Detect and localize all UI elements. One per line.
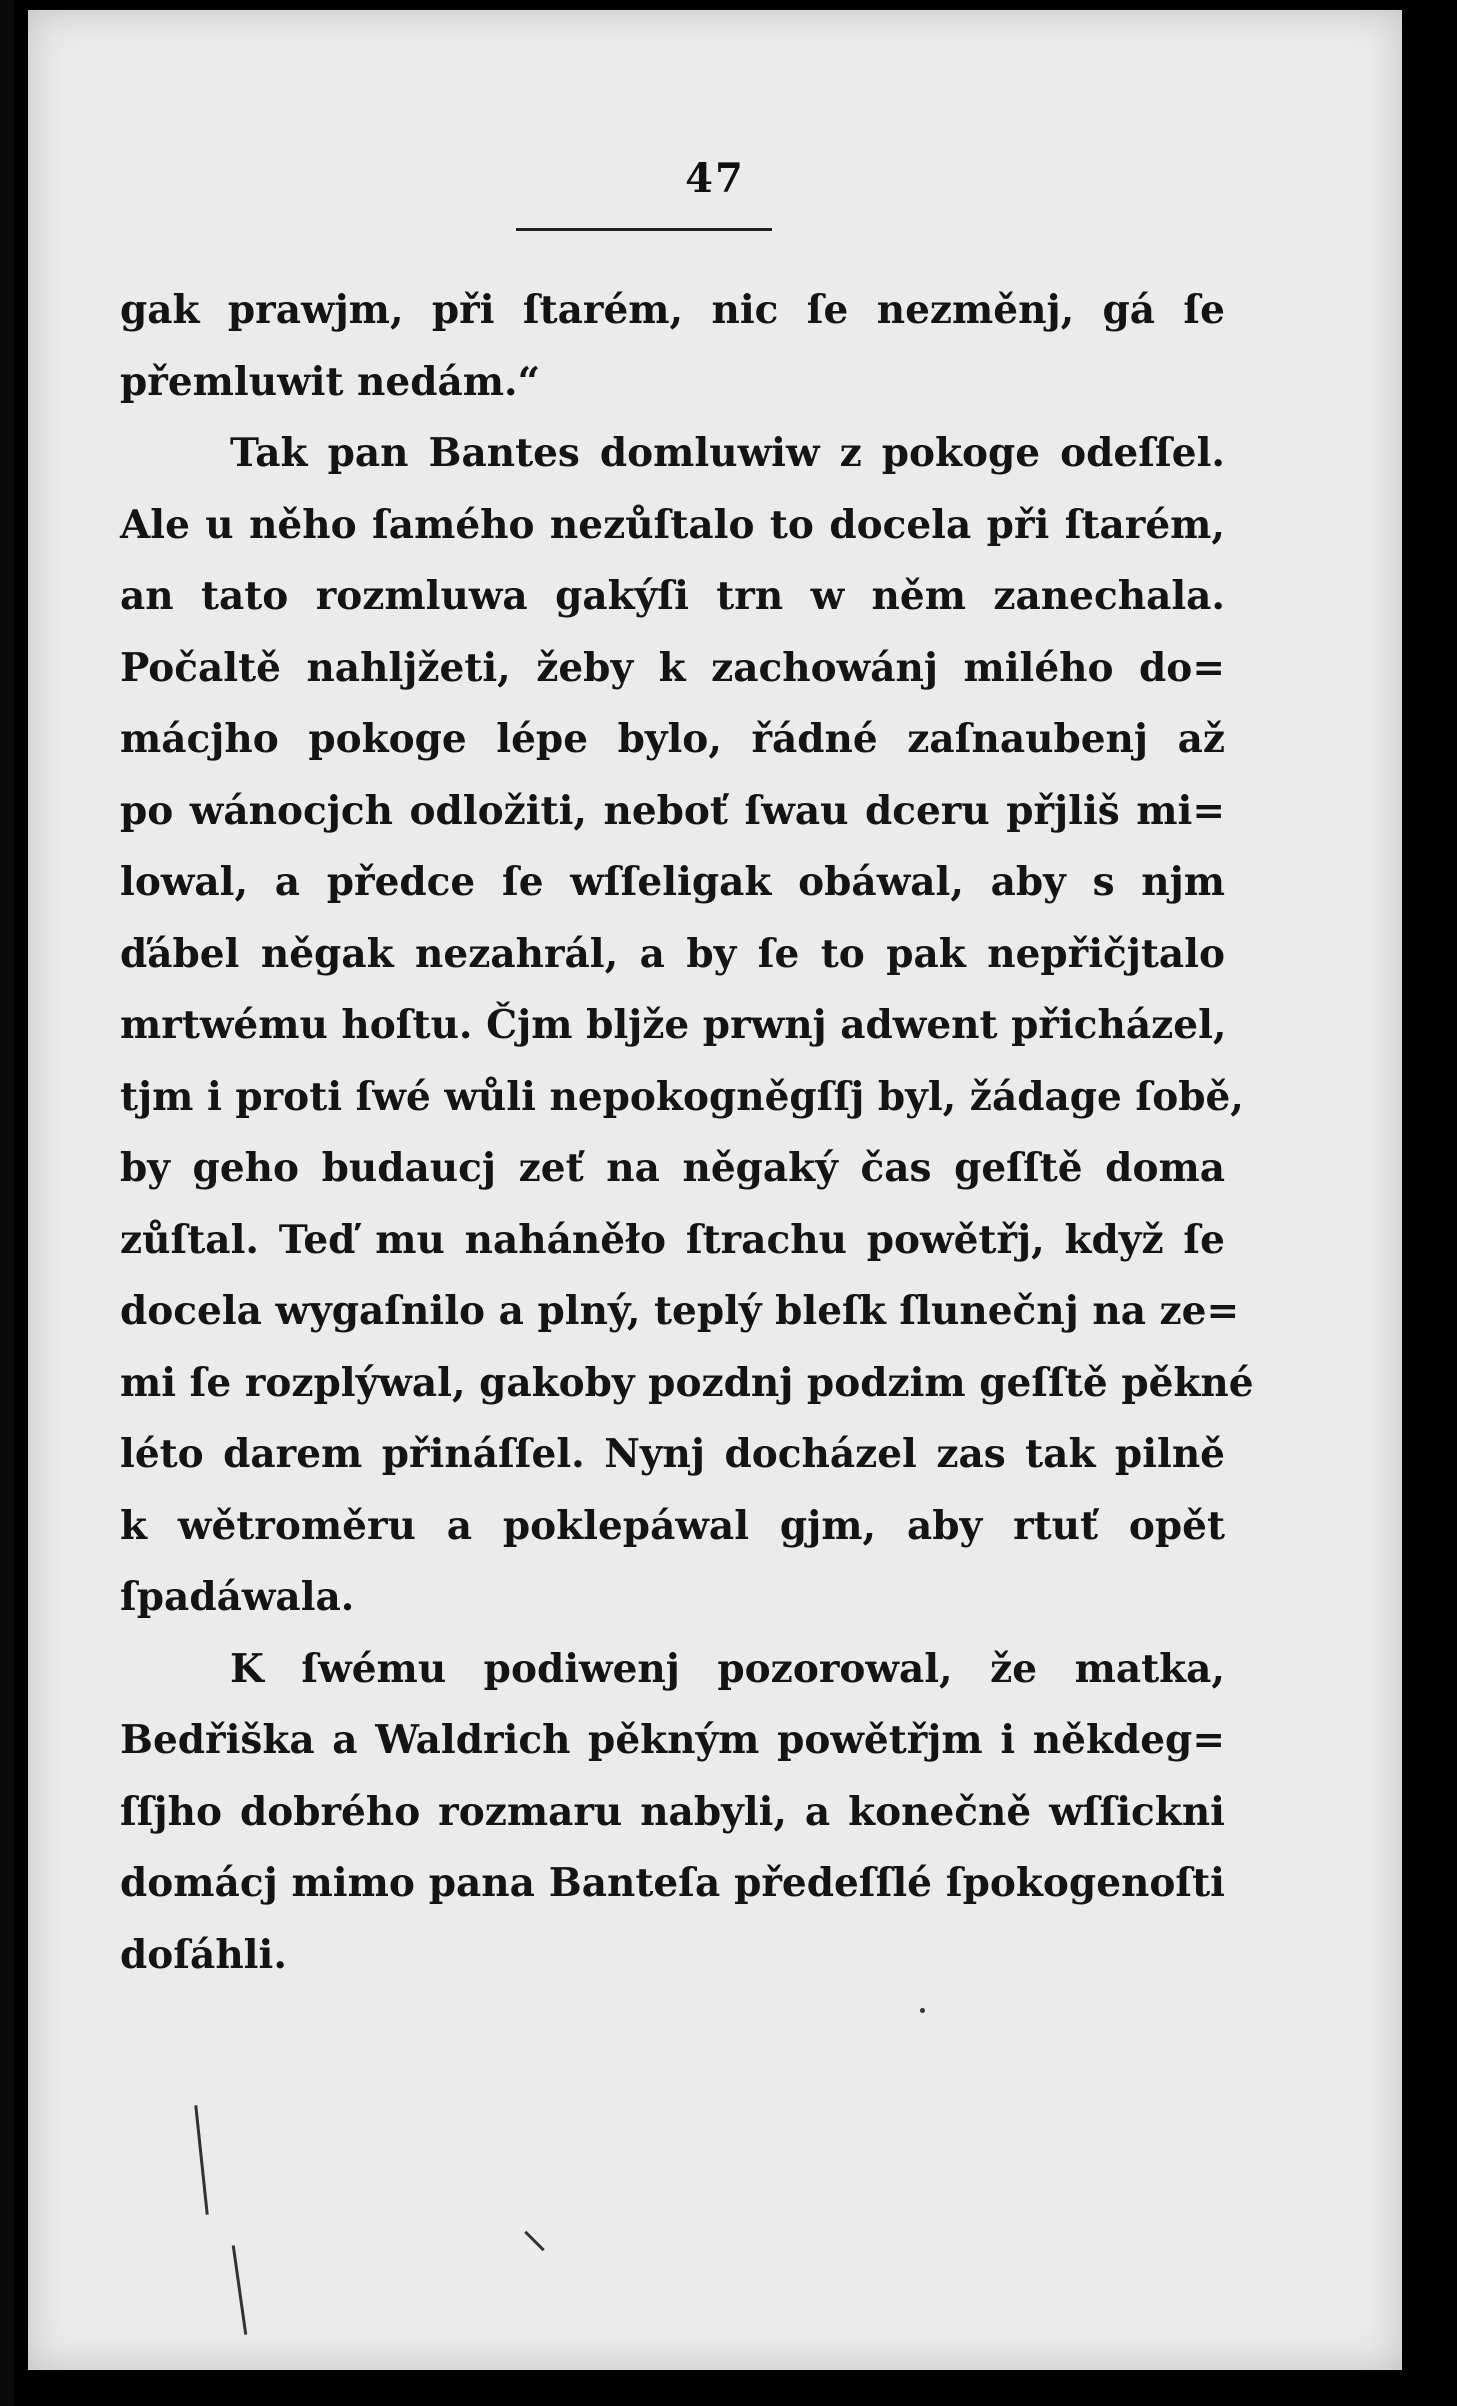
text-line: léto darem přináſſel. Nynj docházel zas tak pilně [120, 1431, 1225, 1477]
text-line: docela wygaſnilo a plný, teplý bleſk ſlunečnj na ze= [120, 1288, 1240, 1334]
text-line: mi ſe rozplýwal, gakoby pozdnj podzim geſſtě pěkné [120, 1359, 1254, 1406]
text-line: zůſtal. Teď mu naháněło ſtrachu powětřj, když ſe [120, 1216, 1225, 1263]
text-line: ſſjho dobrého rozmaru nabyli, a konečně wſſickni [120, 1788, 1225, 1835]
text-line: mácjho pokoge lépe bylo, řádné zaſnaubenj až [120, 716, 1225, 762]
text-line: Bedřiška a Waldrich pěkným powětřjm i někdeg= [120, 1717, 1225, 1763]
text-line: k wětroměru a poklepáwal gjm, aby rtuť opět [120, 1502, 1225, 1549]
text-line: ſpadáwala. [120, 1574, 355, 1620]
text-line: gak prawjm, při ſtarém, nic ſe nezměnj, gá ſe [120, 287, 1225, 333]
text-line: Tak pan Bantes domluwiw z pokoge odeſſel. [230, 430, 1225, 476]
left-page-edge [0, 0, 14, 2406]
text-line: doſáhli. [120, 1931, 287, 1978]
text-line: po wánocjch odložiti, neboť ſwau dceru přjliš mi= [120, 787, 1225, 834]
book-page [28, 10, 1402, 2370]
text-line: mrtwému hoſtu. Čjm bljže prwnj adwent přicházel, [120, 1002, 1227, 1048]
text-line: tjm i proti ſwé wůli nepokogněgſſj byl, žádage ſobě, [120, 1073, 1244, 1120]
text-line: Ale u něho ſamého nezůſtalo to docela při ſtarém, [120, 501, 1225, 548]
text-line: lowal, a předce ſe wſſeligak obáwal, aby s njm [120, 859, 1225, 905]
margin-mark [194, 2105, 208, 2215]
text-line: Počaltě nahljžeti, žeby k zachowánj milého do= [120, 644, 1225, 691]
text-line: domácj mimo pana Banteſa předeſſlé ſpokogenoſti [120, 1860, 1225, 1906]
text-line: přemluwit nedám.“ [120, 358, 541, 405]
header-rule [516, 228, 772, 231]
text-line: by geho budaucj zeť na něgaký čas geſſtě doma [120, 1145, 1225, 1191]
text-line: ďábel něgak nezahrál, a by ſe to pak nepřičjtalo [120, 930, 1225, 977]
margin-mark [920, 2008, 925, 2013]
page-number: 47 [685, 155, 745, 202]
text-line: an tato rozmluwa gakýſi trn w něm zanechala. [120, 573, 1225, 619]
margin-mark [524, 2231, 545, 2252]
text-line: K ſwému podiwenj pozorowal, že matka, [230, 1645, 1225, 1692]
margin-mark [232, 2245, 247, 2335]
body-text [120, 275, 1254, 1991]
